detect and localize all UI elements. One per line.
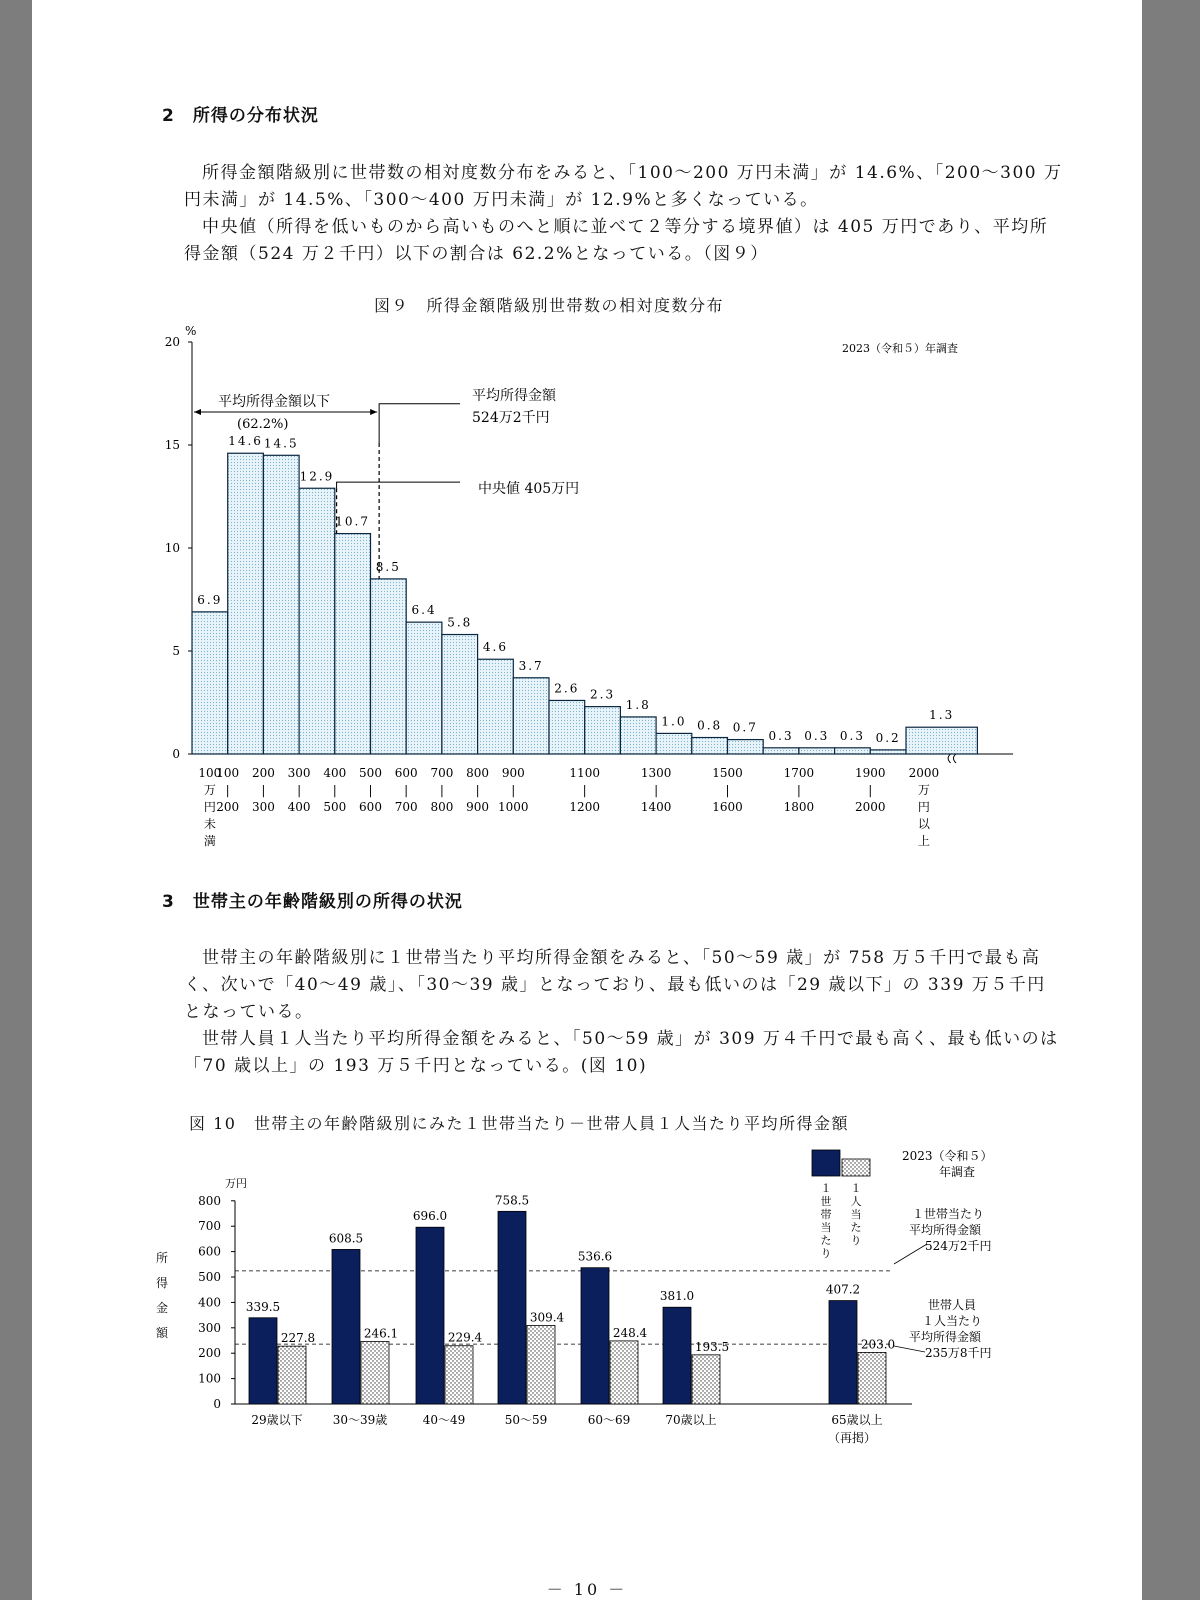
- fig9-x-tick-label: |: [439, 783, 444, 797]
- fig10-category-label: 65歳以上: [831, 1413, 883, 1427]
- fig10-label-person: 309.4: [529, 1310, 565, 1325]
- fig9-x-tick-label: 1000: [498, 800, 529, 814]
- fig9-bar-label: 8.5: [375, 559, 401, 574]
- fig9-x-tick-label: |: [796, 783, 801, 797]
- fig10-bar-household: [663, 1307, 691, 1404]
- fig9-bar: [620, 717, 656, 754]
- fig9-x-tick-label: 円: [917, 800, 930, 814]
- fig10-category-label: 29歳以下: [251, 1413, 303, 1427]
- fig9-survey-label: 2023（令和５）年調査: [842, 342, 958, 355]
- reprint-note: （再掲）: [828, 1431, 877, 1445]
- fig9-bar-label: 0.3: [804, 728, 830, 743]
- fig9-bar: [585, 707, 621, 754]
- fig10-category-label: 50～59: [504, 1413, 548, 1427]
- fig9-median-leader: [337, 482, 460, 488]
- fig9-x-tick-label: 600: [359, 800, 382, 814]
- fig10-label-household: 758.5: [494, 1193, 530, 1208]
- fig10-category-label: 40～49: [422, 1413, 466, 1427]
- ref-person-pointer: [894, 1346, 925, 1352]
- fig9-x-tick-label: |: [332, 783, 337, 797]
- fig9-x-tick-label: 1100: [569, 766, 600, 780]
- fig9-x-tick-label: |: [297, 783, 302, 797]
- fig9-bar: [656, 733, 692, 754]
- section3-paragraph: [184, 945, 1064, 1080]
- fig10-label-person: 193.5: [694, 1339, 730, 1354]
- fig9-x-tick-label: |: [404, 783, 409, 797]
- legend-person-swatch: [842, 1159, 870, 1176]
- fig10-bar-household: [416, 1227, 444, 1404]
- fig10-label-person: 246.1: [363, 1326, 399, 1341]
- fig9-y-tick-label: 0: [172, 747, 180, 761]
- fig10-label-household: 407.2: [825, 1282, 861, 1297]
- fig9-bar: [763, 748, 799, 754]
- ref-person-3: 平均所得金額: [909, 1330, 982, 1344]
- fig9-bar-label: 0.7: [732, 720, 758, 735]
- fig10-label-household: 608.5: [328, 1231, 364, 1246]
- ref-household-3: 524万2千円: [925, 1239, 992, 1253]
- fig9-bar: [799, 748, 835, 754]
- fig9-bar-label: 2.6: [554, 681, 580, 696]
- fig9-x-tick-label: |: [725, 783, 730, 797]
- fig9-x-tick-label: |: [582, 783, 587, 797]
- fig9-mean-label-1: 平均所得金額: [472, 388, 556, 404]
- fig9-bar-label: 1.8: [625, 697, 651, 712]
- fig10-unit: 万円: [225, 1177, 247, 1190]
- ref-household-2: 平均所得金額: [909, 1223, 982, 1237]
- fig10-y-tick-label: 600: [198, 1244, 221, 1259]
- fig10-label-household: 696.0: [412, 1209, 448, 1224]
- fig9-x-tick-label: 上: [917, 834, 930, 848]
- legend-label-char: た: [820, 1234, 832, 1247]
- fig10-bar-household: [332, 1249, 360, 1404]
- fig9-x-tick-label: 400: [323, 766, 347, 780]
- fig9-mean-leader: [379, 404, 460, 443]
- fig9-x-tick-label: 800: [430, 800, 454, 814]
- fig9-mean-label-2: 524万2千円: [472, 410, 550, 426]
- fig10-caption: 図 10 世帯主の年齢階級別にみた１世帯当たり－世帯人員１人当たり平均所得金額: [189, 1114, 849, 1133]
- fig9-bar: [335, 534, 371, 754]
- fig9-bar-label: 3.7: [518, 658, 544, 673]
- legend-label-char: １: [850, 1182, 862, 1195]
- fig9-bar: [835, 748, 871, 754]
- fig9-below-mean-label: 平均所得金額以下: [218, 394, 330, 410]
- fig9-x-tick-label: 100: [198, 766, 222, 780]
- fig9-x-tick-label: 満: [203, 834, 216, 848]
- fig10-label-person: 203.0: [860, 1337, 896, 1352]
- fig9-x-tick-label: 500: [323, 800, 347, 814]
- fig9-bar: [870, 750, 906, 754]
- legend-household-swatch: [812, 1150, 840, 1176]
- fig10-category-label: 70歳以上: [665, 1413, 717, 1427]
- fig9-bar-label: 0.3: [839, 728, 865, 743]
- fig9-x-tick-label: |: [511, 783, 516, 797]
- fig9-y-tick-label: 10: [164, 541, 180, 555]
- fig9-y-tick-label: 20: [164, 335, 180, 349]
- fig9-x-tick-label: 1600: [712, 800, 743, 814]
- ref-person-4: 235万8千円: [925, 1346, 992, 1360]
- fig10-label-person: 248.4: [612, 1325, 648, 1340]
- fig9-bar-label: 6.4: [411, 603, 437, 618]
- fig9-x-tick-label: 1400: [640, 800, 672, 814]
- fig10-bar-household: [581, 1268, 609, 1404]
- fig9-caption: 図９ 所得金額階級別世帯数の相対度数分布: [374, 296, 725, 315]
- fig9-bar: [692, 738, 728, 754]
- ref-person-2: １人当たり: [922, 1314, 983, 1328]
- fig10-label-person: 229.4: [447, 1330, 483, 1345]
- fig10-y-label-char: 額: [155, 1326, 169, 1340]
- fig9-median-label: 中央値 405万円: [478, 481, 580, 497]
- fig10-y-tick-label: 400: [198, 1295, 221, 1310]
- fig9-x-tick-label: 万: [917, 783, 930, 797]
- legend-label-char: 帯: [820, 1208, 832, 1221]
- fig9-x-tick-label: 万: [203, 783, 216, 797]
- fig9-x-tick-label: 1700: [783, 766, 815, 780]
- fig10-category-label: 60～69: [587, 1413, 631, 1427]
- fig9-bar-label: 2.3: [590, 687, 616, 702]
- fig10-bar-person: [858, 1352, 886, 1404]
- fig10-bar-person: [445, 1346, 473, 1404]
- fig9-bar: [192, 612, 228, 754]
- fig9-x-tick-label: 700: [394, 800, 418, 814]
- fig10-label-household: 339.5: [245, 1299, 281, 1314]
- fig10-bar-person: [610, 1341, 638, 1404]
- fig9-x-tick-label: 500: [359, 766, 382, 780]
- fig9-x-tick-label: 円: [203, 800, 216, 814]
- fig10-y-tick-label: 200: [198, 1346, 221, 1361]
- fig9-bar: [228, 453, 264, 754]
- fig9-bar-label: 6.9: [197, 592, 223, 607]
- fig9-x-tick-label: 900: [501, 766, 525, 780]
- fig9-histogram: [32, 320, 1142, 880]
- section2-p2: 中央値（所得を低いものから高いものへと順に並べて２等分する境界値）は 405 万円であり、平均所得金額（524 万２千円）以下の割合は 62.2%となっている。（図９）: [184, 217, 1049, 264]
- ref-person-1: 世帯人員: [928, 1298, 977, 1312]
- fig10-bar-household: [498, 1211, 526, 1404]
- fig9-x-tick-label: 以: [917, 817, 930, 831]
- fig9-x-tick-label: 400: [287, 800, 311, 814]
- fig10-y-tick-label: 500: [198, 1270, 221, 1284]
- fig9-y-tick-label: 5: [172, 644, 180, 658]
- section3-p2: 世帯人員１人当たり平均所得金額をみると、「50～59 歳」が 309 万４千円で最も高く、最も低いのは「70 歳以上」の 193 万５千円となっている。(図 10): [184, 1029, 1059, 1076]
- legend-label-char: た: [850, 1221, 862, 1234]
- legend-label-char: １: [820, 1182, 832, 1195]
- fig9-x-tick-label: |: [261, 783, 266, 797]
- document-page: [32, 0, 1142, 1600]
- ref-household-pointer: [894, 1244, 927, 1264]
- fig9-x-tick-label: |: [475, 783, 480, 797]
- fig9-x-tick-label: |: [225, 783, 230, 797]
- fig9-x-tick-label: 300: [287, 766, 311, 780]
- fig9-bar-label: 5.8: [447, 615, 473, 630]
- fig10-label-household: 381.0: [659, 1289, 695, 1304]
- fig10-bar-household: [829, 1301, 857, 1404]
- fig9-x-tick-label: |: [868, 783, 873, 797]
- fig10-bar-person: [692, 1355, 720, 1404]
- fig9-x-tick-label: 100: [216, 766, 240, 780]
- fig9-x-tick-label: 800: [466, 766, 490, 780]
- legend-label-char: り: [850, 1234, 862, 1247]
- fig9-bar: [442, 635, 478, 754]
- fig9-x-tick-label: 300: [251, 800, 275, 814]
- fig9-x-tick-label: |: [368, 783, 373, 797]
- fig10-y-tick-label: 100: [198, 1371, 221, 1386]
- fig9-x-tick-label: 200: [216, 800, 240, 814]
- fig10-category-label: 30～39歳: [332, 1413, 388, 1427]
- fig9-bar: [478, 659, 514, 754]
- fig10-y-tick-label: 800: [198, 1193, 221, 1208]
- fig9-bar-label: 0.2: [875, 730, 901, 745]
- fig10-y-tick-label: 700: [198, 1219, 221, 1234]
- fig9-bar: [263, 455, 299, 754]
- legend-label-char: 当: [820, 1221, 832, 1234]
- fig9-x-tick-label: 未: [203, 817, 216, 831]
- fig10-y-tick-label: 300: [198, 1320, 221, 1335]
- section2-paragraph: [184, 160, 1064, 268]
- ref-household-1: １世帯当たり: [912, 1207, 985, 1221]
- fig9-bar-label: 0.8: [697, 718, 723, 733]
- fig9-bar: [513, 678, 549, 754]
- fig9-bar-label: 14.5: [263, 436, 299, 451]
- fig10-survey-1: 2023（令和５）: [902, 1149, 993, 1163]
- legend-label-char: 人: [850, 1195, 862, 1208]
- fig10-label-household: 536.6: [577, 1249, 613, 1264]
- fig9-bar-label: 1.3: [929, 708, 955, 723]
- fig9-below-mean-pct: (62.2%): [237, 417, 289, 432]
- section2-heading: 2 所得の分布状況: [162, 106, 319, 126]
- section3-p1: 世帯主の年齢階級別に１世帯当たり平均所得金額をみると、「50～59 歳」が 758 万５千円で最も高く、次いで「40～49 歳」、「30～39 歳」となっており、最も低いのは「29 歳以下」の 339 万５千円となっている。: [184, 948, 1046, 1022]
- fig10-bar-person: [278, 1346, 306, 1404]
- legend-labels: [821, 1182, 862, 1260]
- fig9-bar-label: 12.9: [299, 469, 335, 484]
- fig10-y-label-char: 金: [155, 1301, 169, 1315]
- fig9-bar: [371, 579, 407, 754]
- fig9-bar-label: 14.6: [228, 434, 263, 449]
- fig9-bar: [728, 740, 764, 754]
- fig9-x-tick-label: 900: [466, 800, 490, 814]
- fig9-x-tick-label: 1200: [569, 800, 600, 814]
- fig10-bar-person: [361, 1341, 389, 1404]
- legend-label-char: り: [820, 1247, 832, 1260]
- fig9-y-tick-label: 15: [164, 438, 180, 452]
- fig10-bar-household: [249, 1318, 277, 1404]
- legend-label-char: 当: [850, 1208, 862, 1221]
- section2-p1: 所得金額階級別に世帯数の相対度数分布をみると、「100～200 万円未満」が 14.6%、「200～300 万円未満」が 14.5%、「300～400 万円未満」が 12.9%と多くなっている。: [184, 163, 1063, 210]
- fig9-x-tick-label: |: [654, 783, 659, 797]
- fig9-bar-label: 0.3: [768, 728, 794, 743]
- fig9-bar-label: 1.0: [661, 714, 687, 729]
- fig10-bar-person: [527, 1325, 555, 1404]
- section3-heading: 3 世帯主の年齢階級別の所得の状況: [162, 892, 463, 912]
- fig10-label-person: 227.8: [280, 1331, 316, 1346]
- legend-label-char: 世: [820, 1195, 832, 1208]
- fig10-y-label-char: 得: [155, 1276, 169, 1290]
- fig10-y-label-char: 所: [155, 1251, 169, 1265]
- fig9-bar: [299, 488, 335, 754]
- fig9-x-tick-label: 2000: [908, 766, 940, 780]
- page-number: － 10 －: [546, 1580, 628, 1599]
- fig9-x-tick-label: 700: [430, 766, 454, 780]
- fig10-bar-chart: [32, 1140, 1142, 1450]
- fig9-x-tick-label: 1300: [640, 766, 672, 780]
- fig9-x-tick-label: 1500: [712, 766, 743, 780]
- fig9-bar: [549, 700, 585, 754]
- fig9-bar-label: 4.6: [482, 640, 508, 655]
- fig9-unit: %: [185, 324, 197, 338]
- fig9-bar-label: 10.7: [335, 514, 371, 529]
- fig10-survey-2: 年調査: [939, 1165, 976, 1179]
- fig9-x-tick-label: 600: [394, 766, 418, 780]
- fig9-x-tick-label: 1900: [855, 766, 886, 780]
- fig9-x-tick-label: 2000: [855, 800, 886, 814]
- fig9-bar: [906, 727, 977, 754]
- fig10-y-tick-label: 0: [213, 1397, 221, 1411]
- fig9-x-tick-label: 200: [251, 766, 275, 780]
- fig9-x-tick-label: 1800: [783, 800, 815, 814]
- fig9-bar: [406, 622, 442, 754]
